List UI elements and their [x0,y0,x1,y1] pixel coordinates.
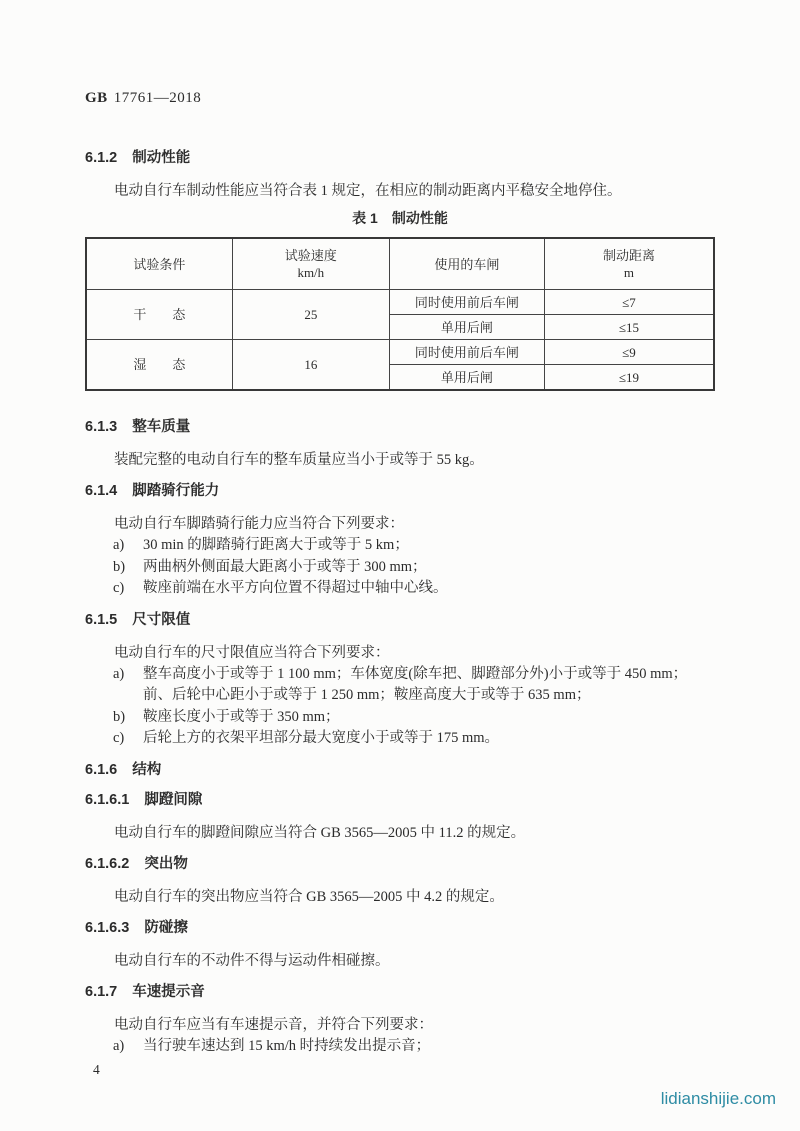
list-item-marker: a) [113,665,125,682]
list-item [85,728,715,750]
section-number: 6.1.7 [85,983,118,1000]
list-item-text: 当行驶车速达到 15 km/h 时持续发出提示音； [143,1037,431,1054]
section-heading-6-1-4 [85,481,715,501]
paragraph-protrusions: 电动自行车的突出物应当符合 GB 3565—2005 中 4.2 的规定。 [114,888,504,905]
paragraph-pedal-clearance: 电动自行车的脚蹬间隙应当符合 GB 3565—2005 中 11.2 的规定。 [114,824,526,841]
header-brake-used: 使用的车闸 [389,238,544,290]
list-item-marker: c) [113,580,125,596]
cell-dry-condition: 干 态 [86,290,232,340]
list-item-text: 整车高度小于或等于 1 100 mm；车体宽度(除车把、脚蹬部分外)小于或等于 450 mm；前、后轮中心距小于或等于 1 250 mm；鞍座高度大于或等于 635 mm； [143,665,688,703]
section-number: 6.1.4 [85,483,118,499]
cell-dry-speed: 25 [232,290,389,340]
section-heading-6-1-6-2 [85,854,715,874]
list-item-marker: b) [113,558,126,575]
section-heading-6-1-6 [85,760,715,780]
cell-wet-both-brakes: 同时使用前后车闸 [389,340,544,365]
section-heading-6-1-3 [85,417,715,437]
cell-wet-condition: 湿 态 [86,340,232,391]
section-number: 6.1.5 [85,611,118,628]
cell-dry-both-distance: ≤7 [544,290,714,315]
section-number: 6.1.6.3 [85,919,130,936]
cell-wet-rear-brake: 单用后闸 [389,365,544,391]
section-heading-6-1-6-1 [85,790,715,810]
table-row-wet-1 [86,340,714,365]
cell-dry-rear-distance: ≤15 [544,315,714,340]
list-item-text: 后轮上方的衣架平坦部分最大宽度小于或等于 175 mm。 [143,730,500,746]
paragraph-dimensions-intro: 电动自行车的尺寸限值应当符合下列要求： [114,644,390,661]
braking-performance-table [85,237,715,391]
paragraph-braking: 电动自行车制动性能应当符合表 1 规定，在相应的制动距离内平稳安全地停住。 [114,183,622,199]
list-item-text: 鞍座长度小于或等于 350 mm； [143,708,340,725]
header-test-speed-unit: km/h [297,265,325,280]
list-item-marker: a) [113,537,125,553]
watermark-text: lidianshijie.com [660,1089,776,1108]
section-title: 防碰擦 [144,919,188,936]
cell-wet-both-distance: ≤9 [544,340,714,365]
list-item-marker: b) [113,708,126,725]
list-item [85,535,715,557]
section-title: 制动性能 [132,150,191,166]
section-title: 结构 [132,761,162,778]
paragraph-anti-friction: 电动自行车的不动件不得与运动件相碰擦。 [114,952,390,969]
standard-code-number: 17761—2018 [113,90,202,106]
section-number: 6.1.3 [85,419,118,435]
section-number: 6.1.6.2 [85,855,130,872]
requirement-list-speed-alert [85,1036,715,1058]
header-test-condition: 试验条件 [86,238,232,290]
list-item-text: 两曲柄外侧面最大距离小于或等于 300 mm； [143,558,427,575]
standard-code-prefix: GB [85,90,108,106]
list-item [85,578,715,600]
requirement-list-dimensions [85,664,715,750]
section-title: 车速提示音 [132,983,205,1000]
section-heading-6-1-5 [85,610,715,630]
list-item [85,707,715,729]
section-number: 6.1.6 [85,761,118,778]
cell-wet-speed: 16 [232,340,389,391]
list-item-marker: a) [113,1037,125,1054]
paragraph-pedaling-intro: 电动自行车脚踏骑行能力应当符合下列要求： [114,516,404,532]
page-number: 4 [93,1062,100,1077]
standard-code [85,88,715,108]
section-heading-6-1-2 [85,148,715,168]
table-row-dry-1 [86,290,714,315]
section-title: 突出物 [144,855,188,872]
cell-dry-rear-brake: 单用后闸 [389,315,544,340]
list-item-text: 30 min 的脚踏骑行距离大于或等于 5 km； [143,537,409,553]
section-title: 尺寸限值 [132,611,191,628]
header-braking-distance-label: 制动距离 [602,248,655,263]
paragraph-speed-alert-intro: 电动自行车应当有车速提示音，并符合下列要求： [114,1016,433,1033]
section-title: 整车质量 [132,419,191,435]
list-item [85,664,715,707]
header-test-speed [232,238,389,290]
table-caption: 表 1 制动性能 [352,210,448,226]
section-title: 脚蹬间隙 [144,791,203,808]
header-braking-distance [544,238,714,290]
list-item [85,557,715,579]
header-test-speed-label: 试验速度 [284,248,337,263]
cell-wet-rear-distance: ≤19 [544,365,714,391]
list-item-text: 鞍座前端在水平方向位置不得超过中轴中心线。 [143,580,448,596]
cell-dry-both-brakes: 同时使用前后车闸 [389,290,544,315]
section-heading-6-1-6-3 [85,918,715,938]
section-number: 6.1.6.1 [85,791,130,808]
section-heading-6-1-7 [85,982,715,1002]
list-item [85,1036,715,1058]
section-title: 脚踏骑行能力 [132,483,220,499]
table-header-row [86,238,714,290]
section-number: 6.1.2 [85,150,118,166]
requirement-list-pedaling [85,535,715,600]
list-item-marker: c) [113,730,125,746]
header-braking-distance-unit: m [623,265,635,280]
paragraph-mass: 装配完整的电动自行车的整车质量应当小于或等于 55 kg。 [114,452,484,468]
